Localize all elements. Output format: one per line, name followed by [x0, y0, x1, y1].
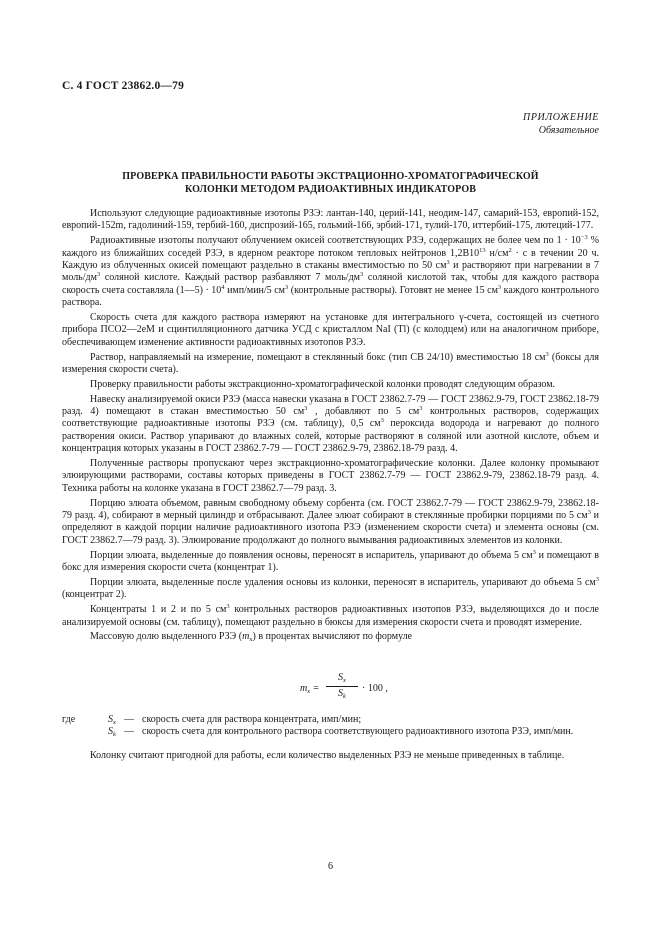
paragraph-irradiation: Радиоактивные изотопы получают облучением окисей соответствующих РЗЭ, содержащих не более чем по $1 \cdot 10^{-3}$ % каждого из ближайших соседей РЗЭ, в ядерном реакторе потоком тепловых нейтронов $1,2B10^{13}$ $н/см^2 \cdot с$ в течении 20 ч. Каждую из облученных окисей помещают раздельно в стаканы вместимостью по 50 $см^3$ и растворяют при нагревании в 7 моль/$дм^3$ соляной кислоте. Каждый раствор разбавляют 7 моль/$дм^3$ соляной кислотой так, чтобы для каждого раствора скорость счета составляла (1—5) · $10^4$ имп/мин/5 $см^3$ (контрольные растворы). Готовят не менее 15 $см^3$ каждого контрольного раствора. [62, 234, 600, 309]
paragraph-sample: Навеску анализируемой окиси РЗЭ (масса навески указана в ГОСТ 23862.7-79 — ГОСТ 23862.9-79, ГОСТ 23862.18-79 разд. 4) помещают в стакан вместимостью 50 $см^3$ , добавляют по 5 $см^3$ контрольных растворов, содержащих соответствующие радиоактивные изотопы РЗЭ (см. таблицу), 0,5 $см^3$ пероксида водорода и нагревают до полного растворения окиси. Раствор упаривают до влажных солей, которые растворяют в соляной или азотной кислоте, объем и концентрация которых указаны в ГОСТ 23862.7-79 — ГОСТ 23862.9-79, 23862.18-79 разд. 4. [62, 393, 599, 455]
formula-fraction [326, 672, 358, 700]
section-title [62, 170, 599, 196]
paragraph-mass-fraction: Массовую долю выделенного РЗЭ $(m_x)$ в процентах вычисляют по формуле [90, 631, 413, 644]
paragraph-box: Раствор, направляемый на измерение, помещают в стеклянный бокс (тип СВ 24/10) вместимостью 18 $см^3$ (боксы для измерения скорости счета). [62, 350, 599, 376]
paragraph-eluate: Порцию элюата объемом, равным свободному объему сорбента (см. ГОСТ 23862.7-79 — ГОСТ 23862.9-79, 23862.18-79 разд. 4), собирают в мерный цилиндр и отбрасывают. Далее элюат собирают в стеклянные пробирки порциями по 5 $см^3$ и определяют в каждой порции наличие радиоактивного изотопа РЗЭ (изменением скорости счета) и элемента основы (см. ГОСТ 23862.7—79 разд. 3). Элюирование продолжают до полного вымывания радиоактивных элементов из колонки. [62, 497, 599, 546]
page-header: С. 4 ГОСТ 23862.0—79 [62, 80, 185, 92]
appendix-note: Обязательное [538, 125, 599, 136]
legend-symbol-sk: $S_k$ [108, 726, 116, 739]
formula-legend [62, 714, 599, 739]
legend-text-sx: скорость счета для раствора концентрата, имп/мин; [142, 714, 362, 725]
conclusion-paragraph: Колонку считают пригодной для работы, если количество выделенных РЗЭ не меньше приведенных в таблице. [90, 750, 565, 761]
title-line-1: ПРОВЕРКА ПРАВИЛЬНОСТИ РАБОТЫ ЭКСТРАЦИОННО-ХРОМАТОГРАФИЧЕСКОЙ [122, 171, 539, 182]
legend-where-label: где [62, 714, 76, 725]
paragraph-isotopes: Используют следующие радиоактивные изотопы РЗЭ: лантан-140, церий-141, неодим-147, самарий-153, европий-152, европий-152m, гадолиний-159, тербий-160, диспрозий-165, гольмий-166, эрбий-171, тулий-170, иттербий-175, лютеций-177. [62, 208, 599, 232]
paragraph-concentrate-2: Порции элюата, выделенные после удаления основы из колонки, переносят в испаритель, упаривают до объема 5 $см^3$ (концентрат 2). [62, 575, 599, 601]
body-text [62, 208, 599, 646]
appendix-heading [523, 111, 599, 137]
paragraph-concentrate-1: Порции элюата, выделенные до появления основы, переносят в испаритель, упаривают до объема 5 $см^3$ и помещают в бокс для измерения скорости счета (концентрат 1). [62, 548, 599, 574]
paragraph-measurement: Концентраты 1 и 2 и по 5 $см^3$ контрольных растворов радиоактивных изотопов РЗЭ, выделяющихся до и после анализируемой основы (см. таблицу), помещают раздельно в бюксы для измерения скорости счета и проводят измерение. [62, 603, 599, 628]
title-line-2: КОЛОНКИ МЕТОДОМ РАДИОАКТИВНЫХ ИНДИКАТОРОВ [185, 184, 476, 195]
legend-row-sx: где $S_x$ — скорость счета для раствора концентрата, имп/мин; [62, 714, 362, 726]
formula-rhs: · 100 , [362, 683, 388, 694]
formula-denominator: $S_k$ [338, 688, 346, 700]
page-number: 6 [328, 861, 333, 872]
legend-row-sk: $S_k$ — скорость счета для контрольного раствора соответствующего радиоактивного изотопа РЗЭ, имп/мин. [108, 726, 574, 739]
fraction-bar [326, 686, 358, 687]
formula-numerator: $S_x$ [338, 672, 346, 684]
legend-text-sk: скорость счета для контрольного раствора соответствующего радиоактивного изотопа РЗЭ, имп/мин. [142, 726, 574, 738]
paragraph-column: Полученные растворы пропускают через экстракционно-хроматографические колонки. Далее колонку промывают элюирующими растворами, составы которых приведены в ГОСТ 23862.7-79 — ГОСТ 23862.9-79, 23862.18-79 разд. 4. Техника работы на колонке указана в ГОСТ 23862.7—79 разд. 3. [62, 458, 599, 494]
formula-lhs: $m_x$ = [300, 683, 320, 695]
paragraph-procedure-intro: Проверку правильности работы экстракционно-хроматографической колонки проводят следующим образом. [90, 378, 556, 390]
paragraph-counting: Скорость счета для каждого раствора измеряют на установке для интегрального γ-счета, состоящей из счетного прибора ПСО2—2еМ и сцинтилляционного датчика УСД с кристаллом NaI (Tl) (с колодцем) или на аналогичном приборе, обеспечивающем изменение активности радиоактивных изотопов РЗЭ. [62, 312, 599, 348]
appendix-label: ПРИЛОЖЕНИЕ [523, 112, 599, 123]
legend-symbol-sx: $S_x$ [108, 714, 116, 726]
